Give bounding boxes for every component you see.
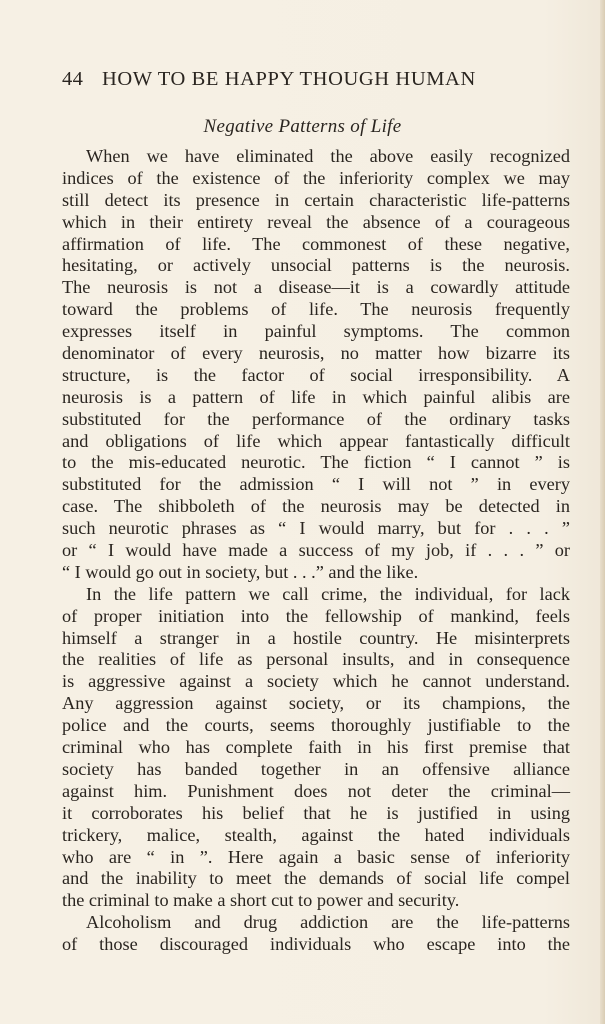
text-line: and obligations of life which appear fantastically difficult (62, 430, 570, 451)
text-line: who are “ in ”. Here again a basic sense of inferiority (62, 846, 570, 867)
text-line: which in their entirety reveal the absence of a courageous (62, 211, 570, 232)
paragraph-3 (62, 912, 570, 956)
text-line: In the life pattern we call crime, the individual, for lack (86, 583, 570, 604)
text-line: it corroborates his belief that he is justified in using (62, 802, 570, 823)
text-line: hesitating, or actively unsocial patterns is the neurosis. (62, 255, 570, 276)
text-line: of those discouraged individuals who escape into the (62, 934, 570, 955)
text-line: substituted for the performance of the ordinary tasks (62, 408, 570, 429)
section-title: Negative Patterns of Life (203, 116, 402, 137)
text-line: to the mis-educated neurotic. The fiction “ I cannot ” is (62, 452, 570, 473)
text-line: denominator of every neurosis, no matter how bizarre its (62, 343, 570, 364)
page-header (62, 68, 572, 98)
text-line: “ I would go out in society, but . . .” and the like. (62, 561, 419, 582)
text-line: against him. Punishment does not deter the criminal— (62, 780, 570, 801)
text-line: When we have eliminated the above easily recognized (86, 146, 570, 166)
text-line: police and the courts, seems thoroughly justifiable to the (62, 715, 570, 736)
page-number: 44 (62, 68, 84, 90)
text-line: Any aggression against society, or its champions, the (62, 693, 570, 714)
text-line: trickery, malice, stealth, against the hated individuals (62, 824, 570, 845)
text-line: himself a stranger in a hostile country. He misinterprets (62, 627, 570, 648)
text-line: The neurosis is not a disease—it is a cowardly attitude (62, 277, 570, 298)
page-edge (600, 0, 605, 1024)
text-line: of proper initiation into the fellowship of mankind, feels (62, 605, 570, 626)
text-line: case. The shibboleth of the neurosis may be detected in (62, 496, 570, 517)
paragraph-1 (62, 146, 570, 584)
text-line: the realities of life as personal insults, and in consequence (62, 649, 570, 670)
text-line: toward the problems of life. The neurosis frequently (62, 299, 570, 320)
text-line: still detect its presence in certain characteristic life-patterns (62, 189, 570, 210)
running-head: HOW TO BE HAPPY THOUGH HUMAN (102, 68, 476, 90)
text-line: or “ I would have made a success of my job, if . . . ” or (62, 540, 570, 561)
text-line: substituted for the admission “ I will not ” in every (62, 474, 570, 495)
text-line: and the inability to meet the demands of social life compel (62, 868, 570, 889)
text-line: such neurotic phrases as “ I would marry, but for . . . ” (62, 518, 570, 539)
text-line: the criminal to make a short cut to power and security. (62, 890, 460, 911)
text-line: indices of the existence of the inferiority complex we may (62, 167, 570, 188)
text-line: affirmation of life. The commonest of these negative, (62, 233, 570, 254)
paragraph-2 (62, 584, 570, 912)
text-line: Alcoholism and drug addiction are the life-patterns (86, 912, 570, 933)
body-text (62, 146, 570, 956)
text-line: criminal who has complete faith in his first premise that (62, 737, 570, 758)
text-line: society has banded together in an offensive alliance (62, 758, 570, 779)
text-line: structure, is the factor of social irresponsibility. A (62, 364, 570, 385)
text-line: expresses itself in painful symptoms. The common (62, 321, 570, 342)
text-line: neurosis is a pattern of life in which painful alibis are (62, 386, 570, 407)
text-line: is aggressive against a society which he cannot understand. (62, 671, 570, 692)
